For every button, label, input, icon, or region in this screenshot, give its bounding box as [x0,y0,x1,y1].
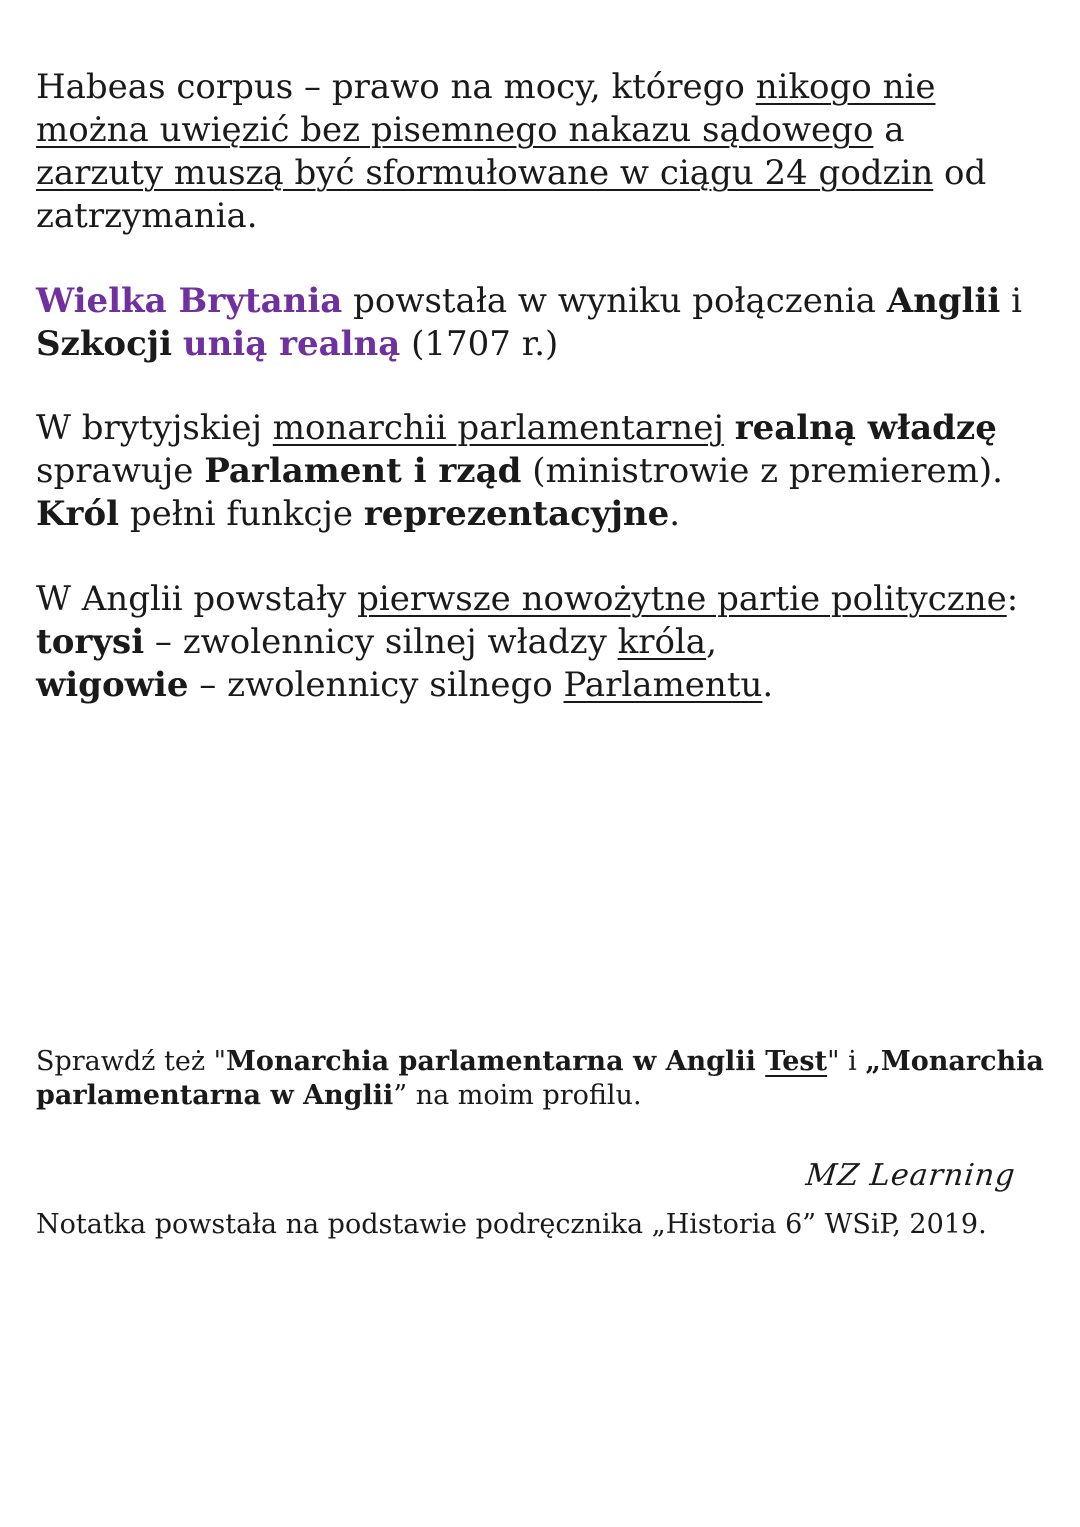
source-note: Notatka powstała na podstawie podręcznika „Historia 6” WSiP, 2019. [36,1209,987,1240]
tories-term: torysi [36,622,145,662]
monarchy-paragraph: W brytyjskiej monarchii parlamentarnej realną władzę sprawuje Parlament i rząd (ministrowie z premierem). Król pełni funkcje reprezentacyjne. [36,408,1003,534]
great-britain-paragraph: Wielka Brytania powstała w wyniku połączenia Anglii i Szkocji unią realną (1707 r.) [36,281,1022,364]
political-parties-paragraph: W Anglii powstały pierwsze nowożytne partie polityczne: torysi – zwolennicy silnej władzy króla, wigowie – zwolennicy silnego Parlamentu. [36,579,1019,705]
habeas-corpus-paragraph: Habeas corpus – prawo na mocy, którego nikogo nie można uwięzić bez pisemnego nakazu sądowego a zarzuty muszą być sformułowane w ciągu 24 godzin od zatrzymania. [36,67,987,236]
underline-no-imprisonment: nikogo nie można uwięzić bez pisemnego nakazu sądowego [36,67,936,150]
see-also-note: Sprawdź też "Monarchia parlamentarna w Anglii Test" i „Monarchia parlamentarna w Anglii” na moim profilu. [36,1046,1044,1111]
real-union-term: unią realną [182,324,401,364]
whigs-term: wigowie [36,665,189,705]
great-britain-term: Wielka Brytania [36,281,343,321]
signature: MZ Learning [804,1158,1018,1193]
underline-24-hours: zarzuty muszą być sformułowane w ciągu 24 godzin [36,153,934,193]
underline-parliamentary-monarchy: monarchii parlamentarnej [272,408,724,448]
underline-first-parties: pierwsze nowożytne partie polityczne [357,579,1007,619]
